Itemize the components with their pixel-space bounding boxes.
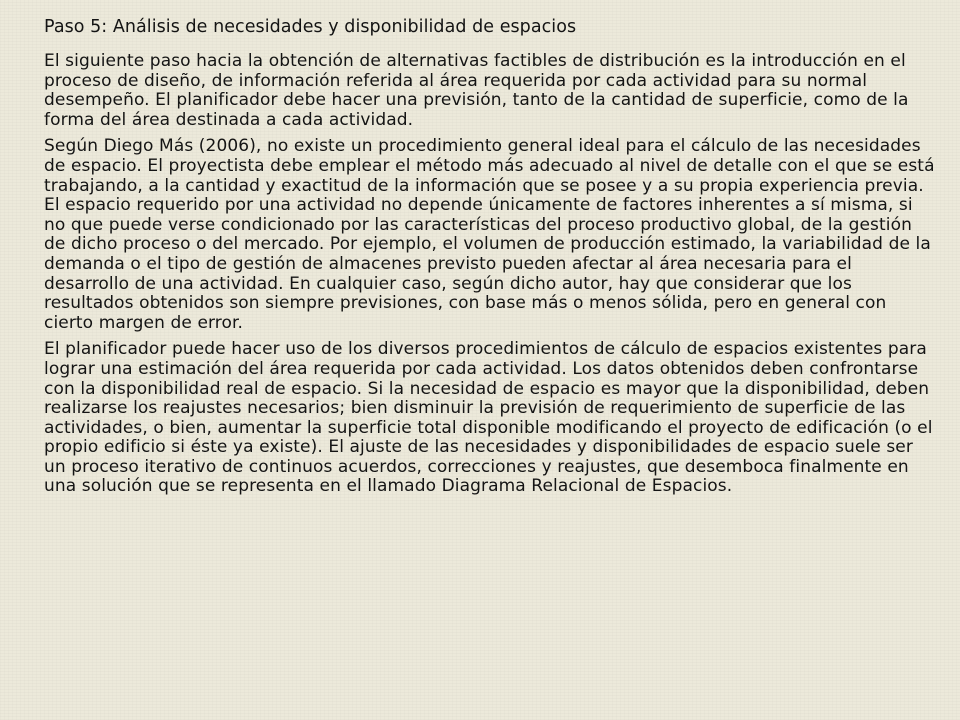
paragraph-intro: El siguiente paso hacia la obtención de alternativas factibles de distribución es la introducción en el proceso de diseño, de información referida al área requerida por cada actividad para su normal desempeño. El planificador debe hacer una previsión, tanto de la cantidad de superficie, como de la forma del área destinada a cada actividad. xyxy=(44,51,909,130)
slide-title: Paso 5: Análisis de necesidades y disponibilidad de espacios xyxy=(44,17,577,37)
paragraph-diego-mas: Según Diego Más (2006), no existe un procedimiento general ideal para el cálculo de las necesidades de espacio. El proyectista debe emplear el método más adecuado al nivel de detalle con el que se está trabajando, a la cantidad y exactitud de la información que se posee y a su propia experiencia previa. El espacio requerido por una actividad no depende únicamente de factores inherentes a sí misma, si no que puede verse condicionado por las características del proceso productivo global, de la gestión de dicho proceso o del mercado. Por ejemplo, el volumen de producción estimado, la variabilidad de la demanda o el tipo de gestión de almacenes previsto pueden afectar al área necesaria para el desarrollo de una actividad. En cualquier caso, según dicho autor, hay que considerar que los resultados obtenidos son siempre previsiones, con base más o menos sólida, pero en general con cierto margen de error. xyxy=(44,136,935,333)
paragraph-planificador: El planificador puede hacer uso de los diversos procedimientos de cálculo de espacios existentes para lograr una estimación del área requerida por cada actividad. Los datos obtenidos deben confrontarse con la disponibilidad real de espacio. Si la necesidad de espacio es mayor que la disponibilidad, deben realizarse los reajustes necesarios; bien disminuir la previsión de requerimiento de superficie de las actividades, o bien, aumentar la superficie total disponible modificando el proyecto de edificación (o el propio edificio si éste ya existe). El ajuste de las necesidades y disponibilidades de espacio suele ser un proceso iterativo de continuos acuerdos, correcciones y reajustes, que desemboca finalmente en una solución que se representa en el llamado Diagrama Relacional de Espacios. xyxy=(44,339,933,497)
